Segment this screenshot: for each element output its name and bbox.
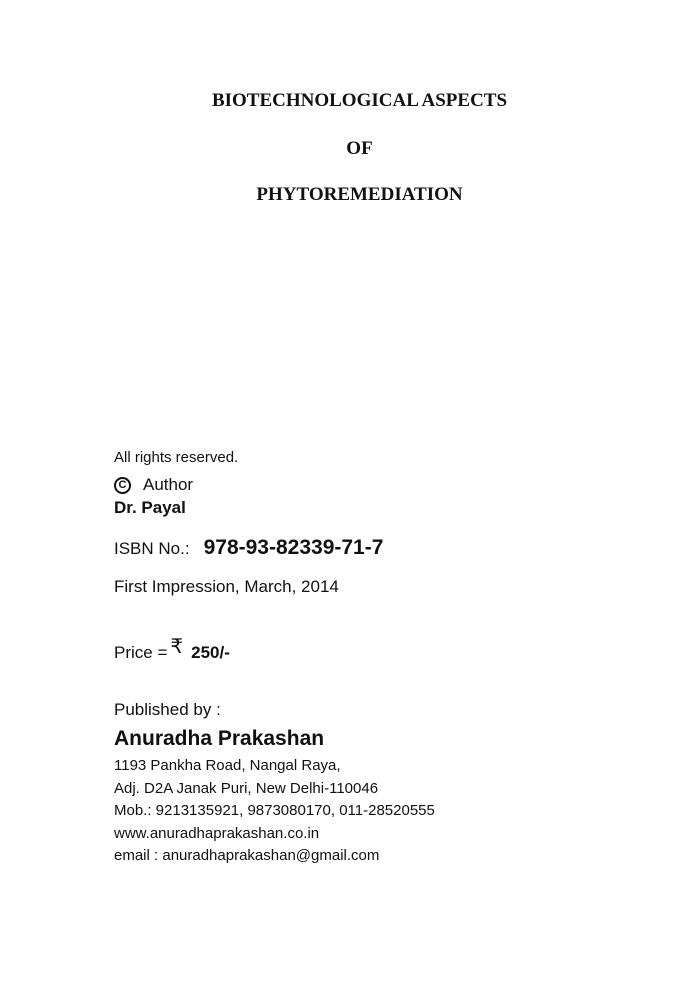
isbn-value: 978-93-82339-71-7 — [203, 536, 384, 559]
publisher-website: www.anuradhaprakashan.co.in — [114, 825, 320, 842]
impression: First Impression, March, 2014 — [114, 577, 339, 596]
publisher-name: Anuradha Prakashan — [114, 727, 325, 750]
title-line-2: OF — [346, 138, 373, 159]
price — [114, 636, 230, 664]
isbn-label: ISBN No.: — [114, 539, 190, 558]
publisher-address-line-2: Adj. D2A Janak Puri, New Delhi-110046 — [114, 780, 379, 797]
publisher-phone: Mob.: 9213135921, 9873080170, 011-28520555 — [114, 802, 435, 819]
title-line-3: PHYTOREMEDIATION — [256, 184, 463, 205]
price-label: Price = — [114, 643, 168, 662]
copyright-holder — [114, 475, 193, 495]
copyright-holder-label: Author — [143, 475, 194, 494]
publisher-address-line-1: 1193 Pankha Road, Nangal Raya, — [114, 757, 341, 774]
copyright-icon: C — [114, 477, 131, 494]
publisher-email: email : anuradhaprakashan@gmail.com — [114, 847, 380, 864]
price-value: 250/- — [191, 643, 230, 662]
isbn — [114, 536, 383, 560]
title-line-1: BIOTECHNOLOGICAL ASPECTS — [211, 90, 508, 111]
published-by-label: Published by : — [114, 700, 221, 719]
author-name: Dr. Payal — [114, 498, 186, 517]
rights-reserved: All rights reserved. — [114, 449, 239, 466]
rupee-icon: ₹ — [170, 636, 184, 658]
